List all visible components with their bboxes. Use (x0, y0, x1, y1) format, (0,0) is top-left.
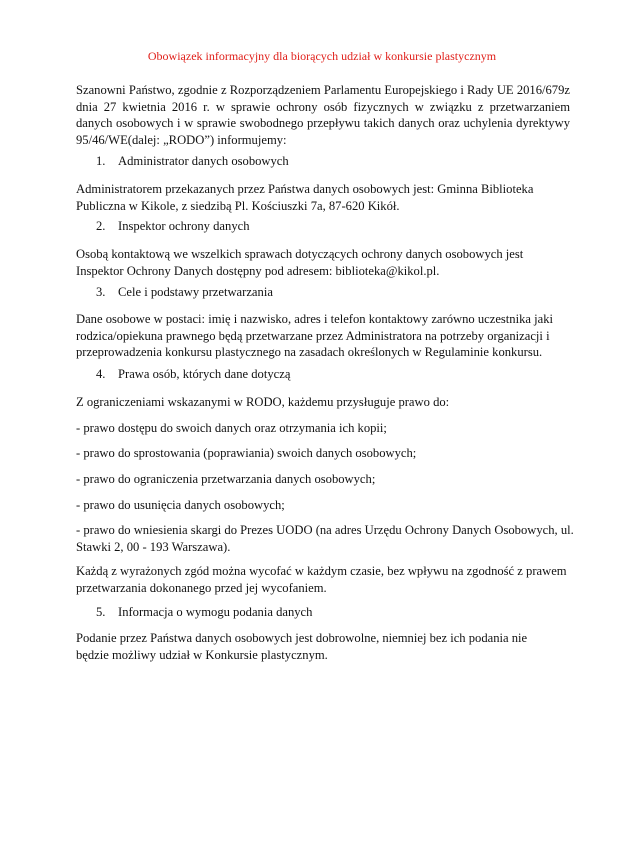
section-body-purposes: Dane osobowe w postaci: imię i nazwisko, adres i telefon kontaktowy zarówno uczestnika jaki rodzica/opiekuna prawnego będą przetwarzane przez Administratora na potrzeby organizacji i przeprowadzenia konkursu plastycznego na zasadach określonych w Regulaminie konkursu. (76, 312, 554, 359)
section-title: Inspektor ochrony danych (118, 219, 250, 233)
section-heading-purposes (96, 284, 273, 301)
section-heading-inspector (96, 218, 250, 235)
document-title: Obowiązek informacyjny dla biorących udział w konkursie plastycznym (147, 49, 497, 63)
section-heading-rights (96, 366, 290, 383)
section-number: 1. (96, 154, 106, 168)
section-body-requirement: Podanie przez Państwa danych osobowych jest dobrowolne, niemniej bez ich podania nie będzie możliwy udział w Konkursie plastycznym. (76, 631, 528, 662)
rights-intro: Z ograniczeniami wskazanymi w RODO, każdemu przysługuje prawo do: (76, 395, 450, 409)
section-number: 3. (96, 285, 106, 299)
section-title: Prawa osób, których dane dotyczą (118, 367, 291, 381)
section-title: Administrator danych osobowych (118, 154, 289, 168)
section-number: 4. (96, 367, 106, 381)
intro-paragraph: Szanowni Państwo, zgodnie z Rozporządzeniem Parlamentu Europejskiego i Rady UE 2016/679z dnia 27 kwietnia 2016 r. w sprawie ochrony osób fizycznych w związku z przetwarzaniem danych osobowych i w sprawie swobodnego przepływu takich danych oraz uchylenia dyrektywy 95/46/WE(dalej: „RODO”) informujemy: (76, 83, 570, 147)
rights-list-item: - prawo do ograniczenia przetwarzania danych osobowych; (76, 472, 376, 486)
section-body-administrator: Administratorem przekazanych przez Państwa danych osobowych jest: Gminna Biblioteka Publiczna w Kikole, z siedzibą Pl. Kościuszki 7a, 87-620 Kikół. (76, 182, 534, 213)
section-heading-administrator (96, 153, 289, 170)
section-number: 2. (96, 219, 106, 233)
rights-list-item: - prawo do sprostowania (poprawiania) swoich danych osobowych; (76, 446, 417, 460)
consent-paragraph: Każdą z wyrażonych zgód można wycofać w każdym czasie, bez wpływu na zgodność z prawem przetwarzania dokonanego przed jej wycofaniem. (76, 564, 567, 595)
section-body-inspector: Osobą kontaktową we wszelkich sprawach dotyczących ochrony danych osobowych jest Inspektor Ochrony Danych dostępny pod adresem: biblioteka@kikol.pl. (76, 247, 524, 278)
rights-list-item: - prawo dostępu do swoich danych oraz otrzymania ich kopii; (76, 421, 387, 435)
section-title: Informacja o wymogu podania danych (118, 605, 313, 619)
section-number: 5. (96, 605, 106, 619)
section-heading-requirement (96, 604, 312, 621)
rights-list-item: - prawo do wniesienia skargi do Prezes UODO (na adres Urzędu Ochrony Danych Osobowych, ul. Stawki 2, 00 - 193 Warszawa). (76, 523, 574, 554)
rights-list-item: - prawo do usunięcia danych osobowych; (76, 498, 285, 512)
section-title: Cele i podstawy przetwarzania (118, 285, 273, 299)
